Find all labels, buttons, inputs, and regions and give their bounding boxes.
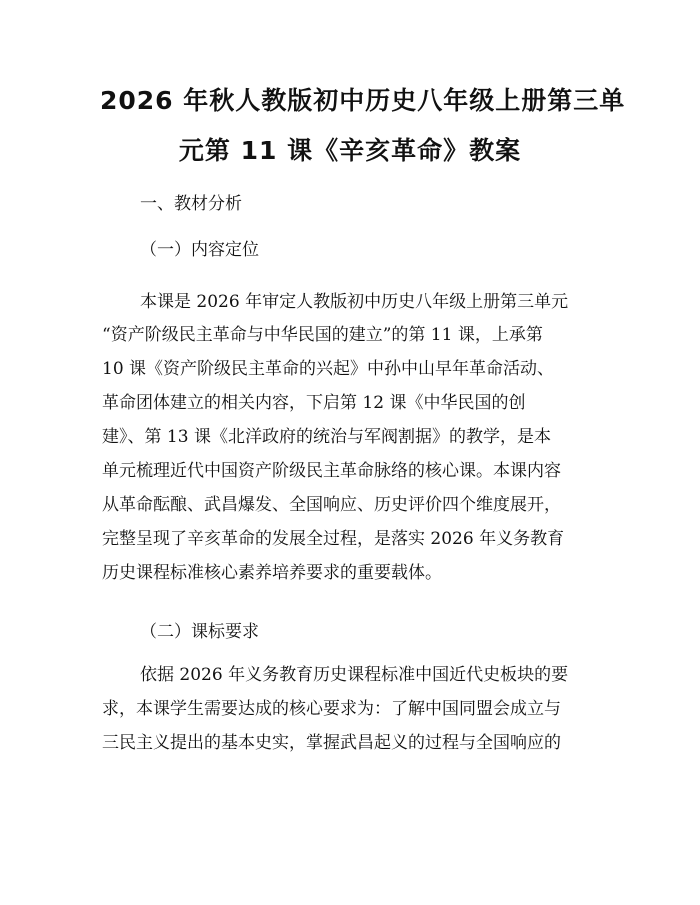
paragraph-line: 革命团体建立的相关内容，下启第 12 课《中华民国的创: [102, 393, 526, 413]
paragraph-line: 三民主义提出的基本史实，掌握武昌起义的过程与全国响应的: [102, 733, 561, 753]
paragraph-line: 完整呈现了辛亥革命的发展全过程，是落实 2026 年义务教育: [102, 529, 565, 549]
paragraph-line: 单元梳理近代中国资产阶级民主革命脉络的核心课。本课内容: [102, 461, 561, 481]
paragraph-line: “资产阶级民主革命与中华民国的建立”的第 11 课，上承第: [102, 325, 543, 345]
paragraph-line: 建》、第 13 课《北洋政府的统治与军阀割据》的教学，是本: [102, 427, 551, 447]
document-title-line-1: 2026 年秋人教版初中历史八年级上册第三单: [100, 86, 626, 115]
paragraph-line: 历史课程标准核心素养培养要求的重要载体。: [102, 563, 442, 583]
paragraph-line: 从革命酝酿、武昌爆发、全国响应、历史评价四个维度展开，: [102, 495, 561, 515]
subsection-heading-content-positioning: （一）内容定位: [140, 240, 259, 260]
subsection-heading-curriculum-requirements: （二）课标要求: [140, 622, 259, 642]
section-heading-textbook-analysis: 一、教材分析: [140, 194, 242, 214]
paragraph-line: 求，本课学生需要达成的核心要求为：了解中国同盟会成立与: [102, 699, 561, 719]
paragraph-line: 本课是 2026 年审定人教版初中历史八年级上册第三单元: [140, 292, 569, 312]
document-title-line-2: 元第 11 课《辛亥革命》教案: [178, 136, 522, 165]
paragraph-line: 依据 2026 年义务教育历史课程标准中国近代史板块的要: [140, 665, 569, 685]
paragraph-line: 10 课《资产阶级民主革命的兴起》中孙中山早年革命活动、: [102, 359, 555, 379]
